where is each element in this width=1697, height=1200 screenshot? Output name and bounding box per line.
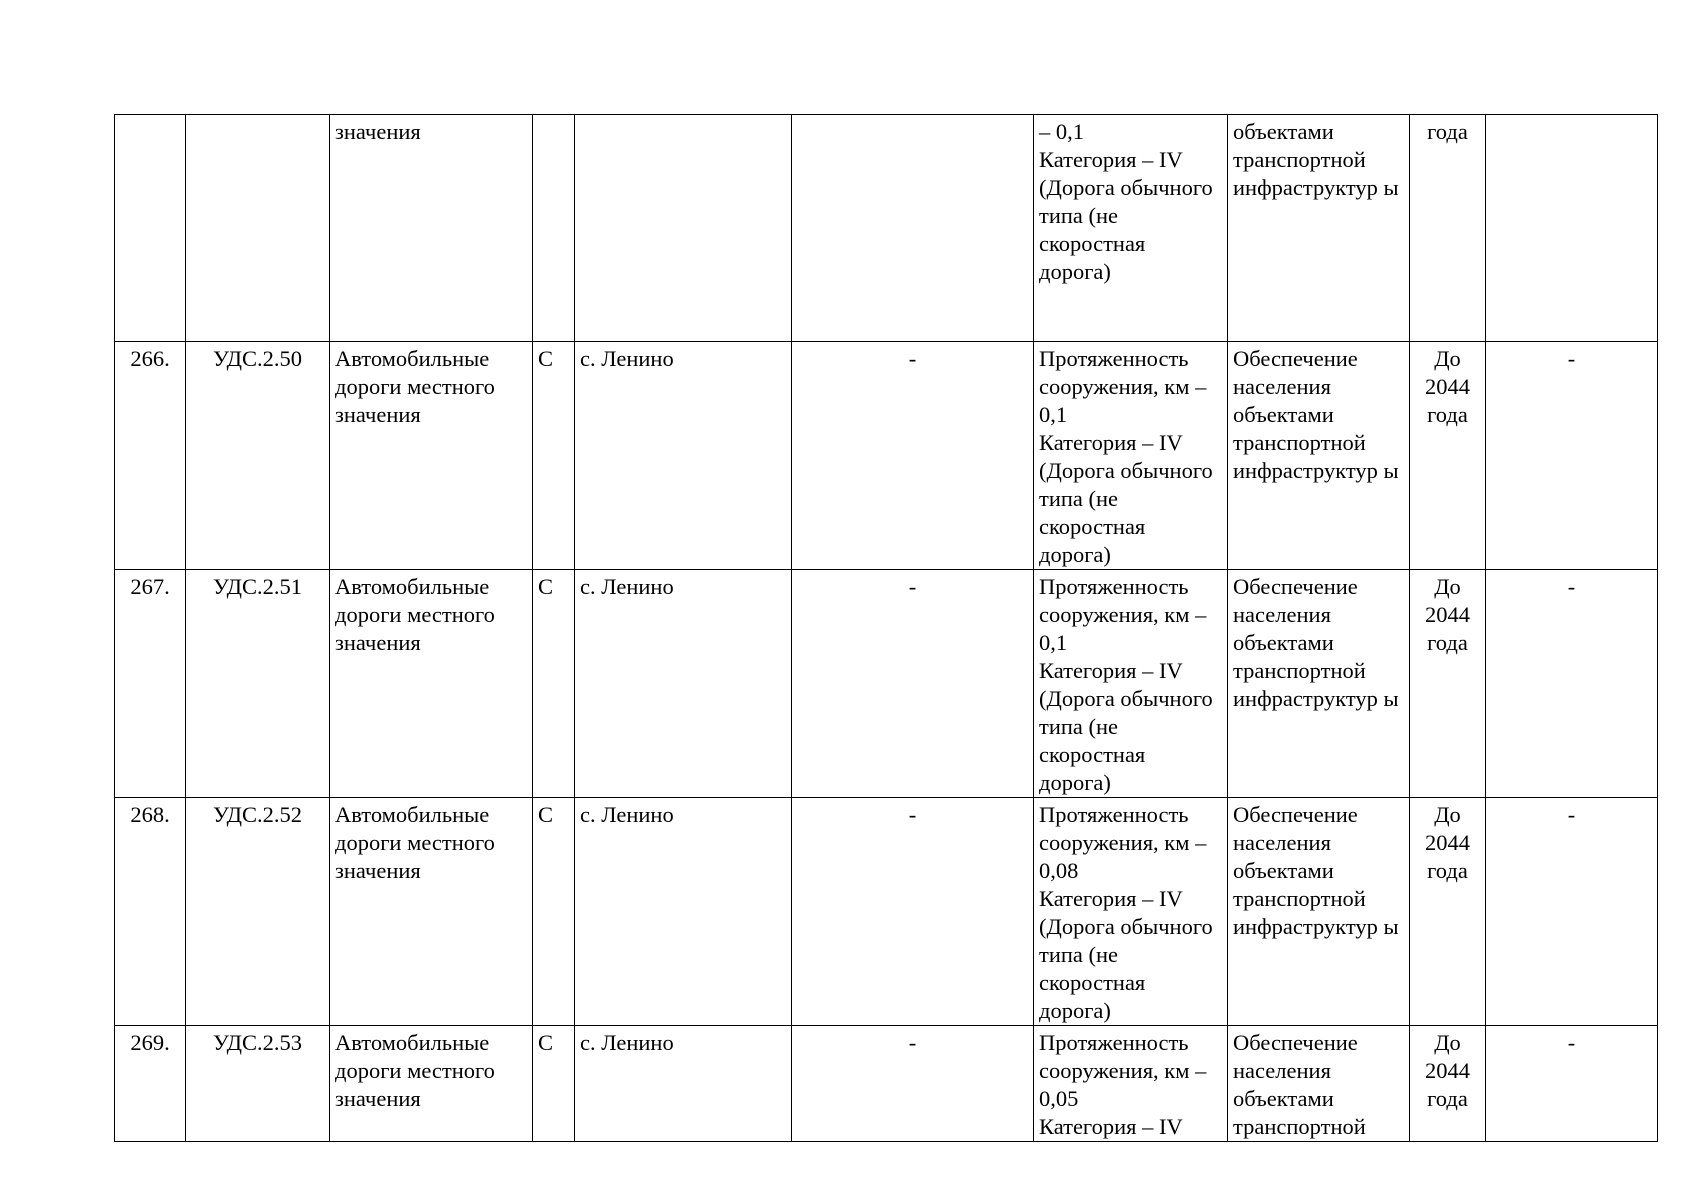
cell-num: 266. (115, 342, 186, 570)
cell-status: С (533, 570, 575, 798)
cell-location: с. Ленино (575, 570, 792, 798)
cell-location: с. Ленино (575, 798, 792, 1026)
cell-purpose: Обеспечение населения объектами транспортной (1228, 1026, 1410, 1142)
cell-zone: - (792, 1026, 1034, 1142)
table-row (115, 1026, 1658, 1142)
cell-note: - (1486, 570, 1658, 798)
cell-code: УДС.2.52 (186, 798, 330, 1026)
cell-name: Автомобильные дороги местного значения (330, 570, 533, 798)
cell-code: УДС.2.53 (186, 1026, 330, 1142)
cell-purpose: Обеспечение населения объектами транспортной инфраструктур ы (1228, 342, 1410, 570)
cell-characteristics: Протяженность сооружения, км – 0,05 Категория – IV (1034, 1026, 1228, 1142)
cell-characteristics: Протяженность сооружения, км – 0,1 Категория – IV (Дорога обычного типа (не скоростная дорога) (1034, 342, 1228, 570)
cell-num: 269. (115, 1026, 186, 1142)
cell-status (533, 115, 575, 342)
cell-num: 268. (115, 798, 186, 1026)
cell-code: УДС.2.51 (186, 570, 330, 798)
cell-name: Автомобильные дороги местного значения (330, 798, 533, 1026)
cell-note: - (1486, 1026, 1658, 1142)
cell-characteristics: – 0,1 Категория – IV (Дорога обычного типа (не скоростная дорога) (1034, 115, 1228, 342)
cell-status: С (533, 1026, 575, 1142)
cell-zone: - (792, 342, 1034, 570)
cell-purpose: Обеспечение населения объектами транспортной инфраструктур ы (1228, 798, 1410, 1026)
cell-status: С (533, 342, 575, 570)
cell-term: До 2044 года (1410, 1026, 1486, 1142)
table-row (115, 570, 1658, 798)
cell-note: - (1486, 798, 1658, 1026)
cell-num: 267. (115, 570, 186, 798)
cell-purpose: Обеспечение населения объектами транспортной инфраструктур ы (1228, 570, 1410, 798)
cell-term: До 2044 года (1410, 570, 1486, 798)
table-row (115, 798, 1658, 1026)
cell-term: До 2044 года (1410, 342, 1486, 570)
table-row-continuation (115, 115, 1658, 342)
cell-purpose: объектами транспортной инфраструктур ы (1228, 115, 1410, 342)
cell-name: значения (330, 115, 533, 342)
cell-num (115, 115, 186, 342)
cell-code (186, 115, 330, 342)
cell-zone: - (792, 798, 1034, 1026)
cell-location (575, 115, 792, 342)
cell-note (1486, 115, 1658, 342)
cell-characteristics: Протяженность сооружения, км – 0,08 Категория – IV (Дорога обычного типа (не скоростная дорога) (1034, 798, 1228, 1026)
cell-term: До 2044 года (1410, 798, 1486, 1026)
cell-status: С (533, 798, 575, 1026)
cell-name: Автомобильные дороги местного значения (330, 1026, 533, 1142)
cell-zone: - (792, 570, 1034, 798)
cell-code: УДС.2.50 (186, 342, 330, 570)
cell-term: года (1410, 115, 1486, 342)
table-row (115, 342, 1658, 570)
cell-location: с. Ленино (575, 342, 792, 570)
cell-zone (792, 115, 1034, 342)
cell-note: - (1486, 342, 1658, 570)
cell-name: Автомобильные дороги местного значения (330, 342, 533, 570)
objects-table (114, 114, 1658, 1142)
cell-location: с. Ленино (575, 1026, 792, 1142)
cell-characteristics: Протяженность сооружения, км – 0,1 Категория – IV (Дорога обычного типа (не скоростная дорога) (1034, 570, 1228, 798)
